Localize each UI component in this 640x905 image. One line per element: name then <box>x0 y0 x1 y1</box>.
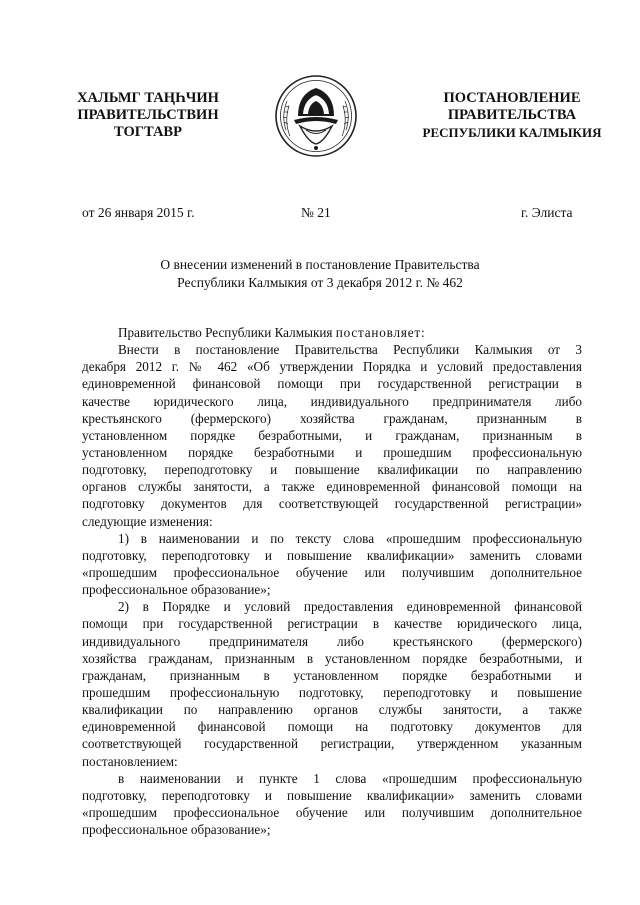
header-russian-line: ПРАВИТЕЛЬСТВА <box>447 107 577 123</box>
header-kalmyk-line: ПРАВИТЕЛЬСТВИН <box>77 107 219 123</box>
item2-line: единовременной финансовой помощи на подготовку документов для <box>82 719 582 735</box>
paragraph1-line: органов службы занятости, а также единовременной финансовой помощи на <box>82 479 582 495</box>
item1-line: «прошедшим профессиональное обучение или получившим дополнительное <box>82 564 582 580</box>
paragraph1-line: Внести в постановление Правительства Республики Калмыкия от 3 <box>118 342 582 358</box>
item2-line: хозяйства гражданам, признанным в установленном порядке безработными, и <box>82 650 582 666</box>
item1-line: подготовку, переподготовку и повышение квалификации» заменить словами <box>82 547 582 563</box>
item2-line: квалификации по направлению органов службы занятости, а также <box>82 702 582 718</box>
intro-verb: постановляет: <box>335 325 426 340</box>
item2a-line: профессиональное образование»; <box>82 822 271 838</box>
paragraph1-line: установленном порядке безработными и прошедшим профессиональную <box>82 444 582 460</box>
header-kalmyk-line: ХАЛЬМГ ТАҢҺЧИН <box>77 90 219 106</box>
paragraph1-line: подготовку, переподготовку и повышение квалификации по направлению <box>82 462 582 478</box>
header-russian-line: РЕСПУБЛИКИ КАЛМЫКИЯ <box>422 125 602 140</box>
intro-line <box>82 324 582 341</box>
item1-line: 1) в наименовании и по тексту слова «прошедшим профессиональную <box>118 530 582 546</box>
header-russian-line: ПОСТАНОВЛЕНИЕ <box>443 90 581 106</box>
item1-line: профессиональное образование»; <box>82 582 271 598</box>
document-city: г. Элиста <box>521 205 573 220</box>
title-line: О внесении изменений в постановление Правительства <box>160 257 480 272</box>
intro-subject: Правительство Республики Калмыкия <box>118 325 333 340</box>
item2-line: индивидуального предпринимателя либо крестьянского (фермерского) <box>82 633 582 649</box>
paragraph1-line: качестве юридического лица, индивидуального предпринимателя либо <box>82 393 582 409</box>
paragraph1-line: следующие изменения: <box>82 513 213 529</box>
item2-line: соответствующей государственной регистрации, утвержденном указанным <box>82 736 582 752</box>
paragraph1-line: подготовку документов для соответствующей государственной регистрации» <box>82 496 582 512</box>
paragraph1-line: декабря 2012 г. № 462 «Об утверждении Порядка и условий предоставления <box>82 359 582 375</box>
document-date: от 26 января 2015 г. <box>82 205 195 220</box>
item2a-line: в наименовании и пункте 1 слова «прошедшим профессиональную <box>118 770 582 786</box>
title-line: Республики Калмыкия от 3 декабря 2012 г. № 462 <box>177 274 463 290</box>
item2a-line: подготовку, переподготовку и повышение квалификации» заменить словами <box>82 787 582 803</box>
item2-line: 2) в Порядке и условий предоставления единовременной финансовой <box>118 599 582 615</box>
kalmykia-coat-of-arms-icon <box>274 74 358 158</box>
header-kalmyk-line: ТОГТАВР <box>114 124 182 140</box>
item2a-line: «прошедшим профессиональное обучение или получившим дополнительное <box>82 804 582 820</box>
item2-line: помощи при государственной регистрации в качестве юридического лица, <box>82 616 582 632</box>
document-number: № 21 <box>301 205 331 220</box>
header-russian <box>416 90 608 141</box>
item2-line: прошедшим профессиональную подготовку, переподготовку и повышение <box>82 684 582 700</box>
document-title <box>70 256 570 291</box>
item2-line: гражданам, признанным в установленном порядке безработными и <box>82 667 582 683</box>
paragraph1-line: крестьянского (фермерского) хозяйства гражданам, признанным в <box>82 410 582 426</box>
paragraph1-line: единовременной финансовой помощи при государственной регистрации в <box>82 376 582 392</box>
document-body <box>82 324 582 838</box>
paragraph1-line: установленном порядке безработными, и гражданам, признанным в <box>82 427 582 443</box>
header-kalmyk <box>62 90 234 141</box>
item2-line: постановлением: <box>82 753 178 769</box>
